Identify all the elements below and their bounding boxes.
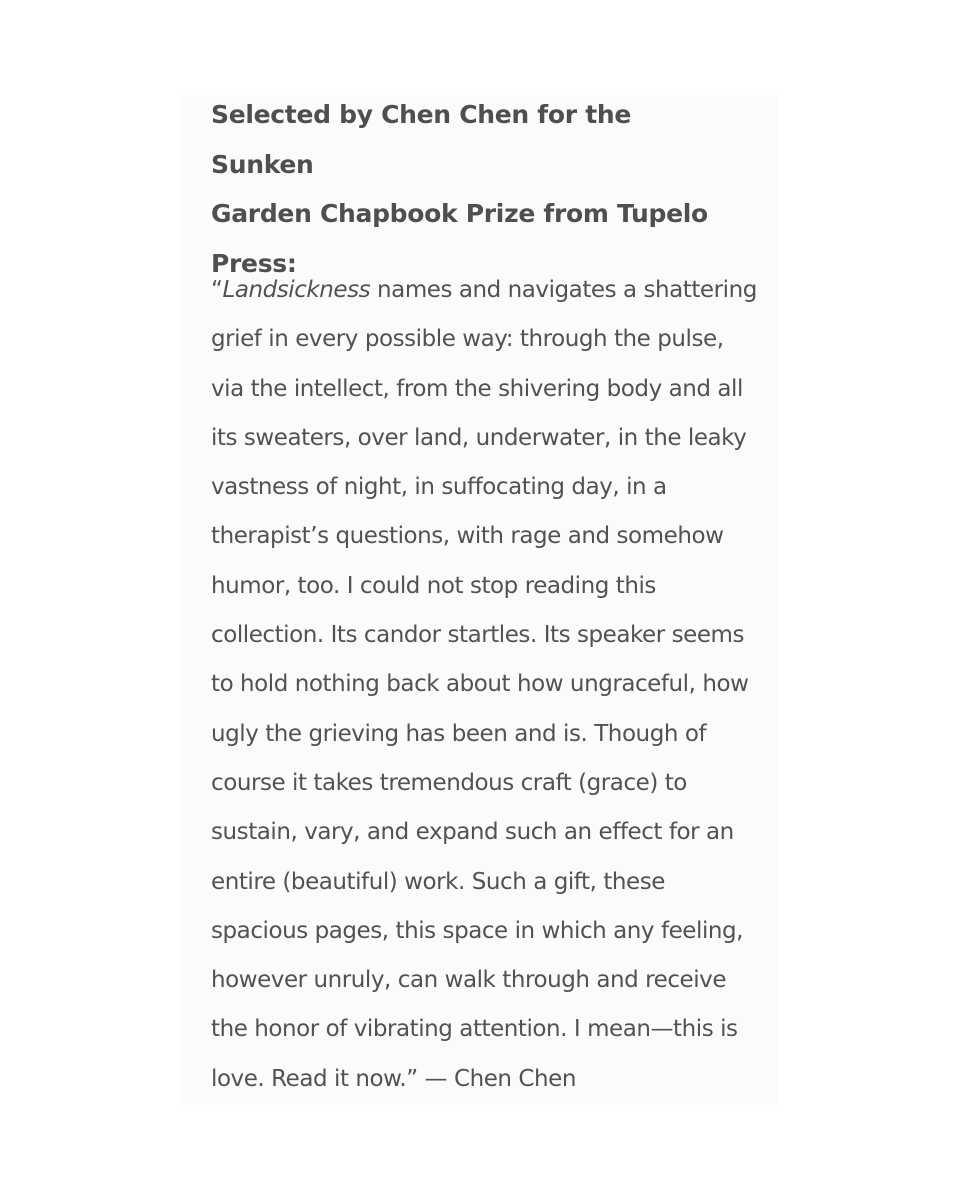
heading-line: Garden Chapbook Prize from Tupelo bbox=[211, 199, 708, 228]
quote-line: course it takes tremendous craft (grace) to bbox=[211, 769, 687, 796]
quote-line: vastness of night, in suffocating day, in a bbox=[211, 474, 667, 501]
quote-line-rest: names and navigates a shattering bbox=[370, 277, 757, 303]
quote-line: therapist’s questions, with rage and somehow bbox=[211, 523, 724, 550]
blurb-quote bbox=[211, 266, 771, 1104]
quote-line: love. Read it now.” — Chen Chen bbox=[211, 1065, 576, 1092]
quote-line: humor, too. I could not stop reading this bbox=[211, 572, 656, 599]
quote-line: collection. Its candor startles. Its speaker seems bbox=[211, 622, 745, 649]
quote-line: via the intellect, from the shivering body and all bbox=[211, 375, 743, 402]
quote-line: entire (beautiful) work. Such a gift, these bbox=[211, 868, 665, 895]
quote-line bbox=[211, 266, 771, 315]
quote-line: however unruly, can walk through and receive bbox=[211, 967, 727, 994]
prize-heading bbox=[211, 90, 731, 288]
heading-line: Press: bbox=[211, 248, 297, 278]
heading-line: Selected by Chen Chen for the Sunken bbox=[211, 100, 631, 179]
quote-line: grief in every possible way: through the pulse, bbox=[211, 326, 724, 353]
book-title: Landsickness bbox=[222, 277, 371, 303]
quote-line: ugly the grieving has been and is. Though of bbox=[211, 720, 707, 747]
quote-line: its sweaters, over land, underwater, in the leaky bbox=[211, 424, 747, 451]
quote-line: to hold nothing back about how ungraceful, how bbox=[211, 671, 749, 698]
quote-line: spacious pages, this space in which any feeling, bbox=[211, 917, 744, 944]
quote-line: sustain, vary, and expand such an effect for an bbox=[211, 819, 734, 846]
quote-open-mark: “ bbox=[211, 277, 223, 303]
quote-line: the honor of vibrating attention. I mean—this is bbox=[211, 1016, 738, 1043]
